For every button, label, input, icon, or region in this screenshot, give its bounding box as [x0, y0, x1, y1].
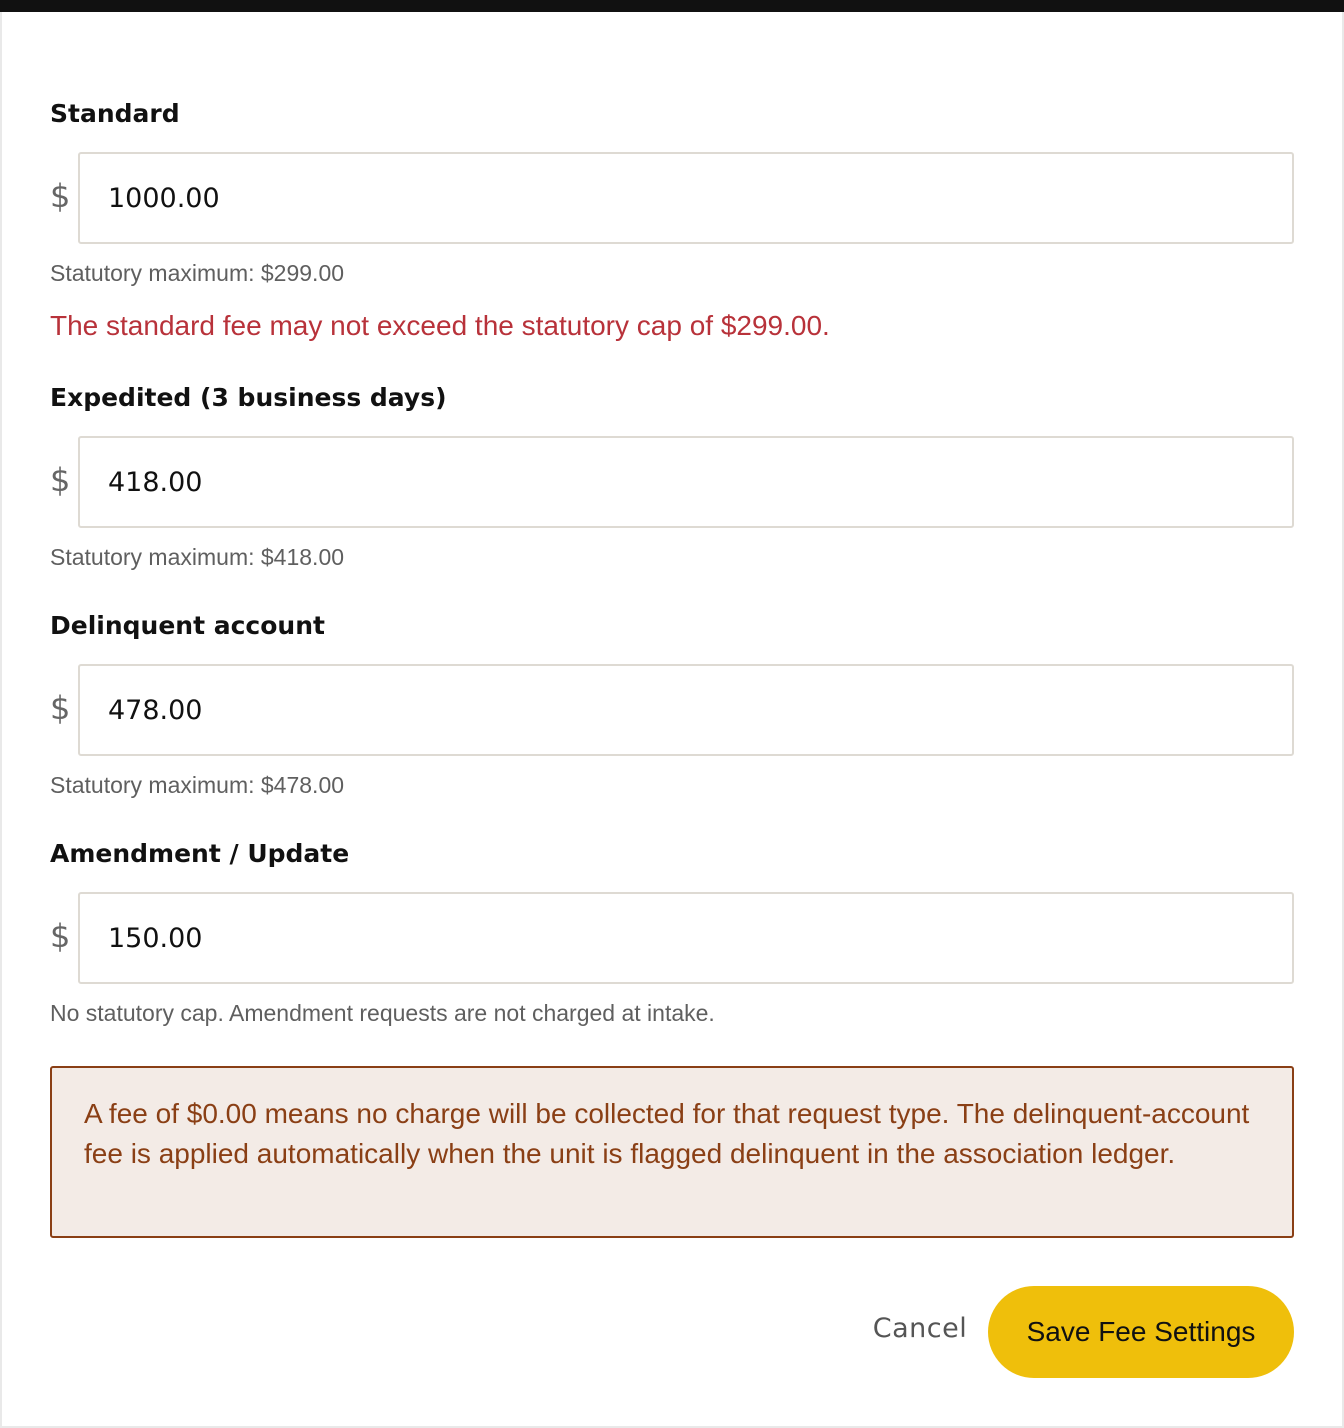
fee-settings-panel: [2, 12, 1342, 1426]
standard-fee-hint: Statutory maximum: $299.00: [50, 260, 345, 286]
standard-fee-input-row: [50, 152, 1294, 244]
currency-symbol: $: [50, 689, 71, 727]
amendment-fee-input-row: [50, 892, 1294, 984]
delinquent-fee-hint: Statutory maximum: $478.00: [50, 772, 345, 798]
expedited-fee-field: [50, 382, 1294, 572]
save-fee-settings-button[interactable]: Save Fee Settings: [988, 1286, 1294, 1378]
amendment-fee-label: Amendment / Update: [50, 839, 350, 868]
currency-symbol: $: [50, 917, 71, 955]
top-bar: [0, 0, 1344, 12]
standard-fee-error: The standard fee may not exceed the statutory cap of $299.00.: [50, 310, 830, 341]
cancel-button[interactable]: Cancel: [860, 1302, 980, 1354]
delinquent-fee-input[interactable]: [78, 664, 1294, 756]
delinquent-fee-label: Delinquent account: [50, 611, 325, 640]
standard-fee-field: [50, 98, 1294, 344]
expedited-fee-label: Expedited (3 business days): [50, 383, 447, 412]
standard-fee-label: Standard: [50, 99, 180, 128]
expedited-fee-input[interactable]: [78, 436, 1294, 528]
delinquent-fee-field: [50, 610, 1294, 800]
amendment-fee-field: [50, 838, 1294, 1028]
delinquent-fee-input-row: [50, 664, 1294, 756]
info-notice-text: A fee of $0.00 means no charge will be collected for that request type. The delinquent-account fee is applied automatically when the unit is flagged delinquent in the association ledger.: [84, 1098, 1250, 1169]
amendment-fee-hint: No statutory cap. Amendment requests are not charged at intake.: [50, 1000, 715, 1026]
amendment-fee-input[interactable]: [78, 892, 1294, 984]
standard-fee-input[interactable]: [78, 152, 1294, 244]
info-notice: [50, 1066, 1294, 1238]
currency-symbol: $: [50, 177, 71, 215]
currency-symbol: $: [50, 461, 71, 499]
expedited-fee-input-row: [50, 436, 1294, 528]
expedited-fee-hint: Statutory maximum: $418.00: [50, 544, 345, 570]
